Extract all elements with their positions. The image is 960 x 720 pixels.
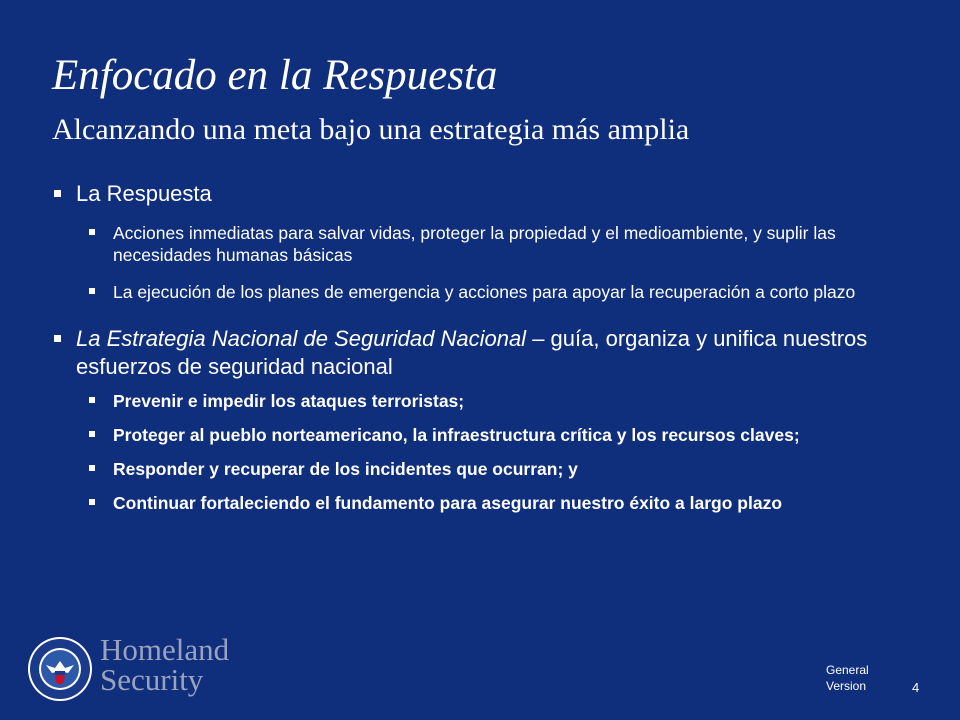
sub-bullet-text: Responder y recuperar de los incidentes que ocurran; y [113,459,578,479]
bullet-marker [89,431,95,437]
sub-bullet-text: Acciones inmediatas para salvar vidas, proteger la propiedad y el medioambiente, y suplir las necesidades humanas básicas [113,223,836,265]
sub-bullet [52,222,922,266]
bullet-marker [54,335,61,342]
logo-line-homeland: Homeland [100,632,230,667]
sub-bullet-text: Continuar fortaleciendo el fundamento para asegurar nuestro éxito a largo plazo [113,493,783,513]
bullet-marker [89,397,95,403]
bullet-marker [89,465,95,471]
page-number: 4 [912,680,920,695]
version-line-version: Version [826,679,867,693]
logo-line-security: Security [100,662,204,697]
sub-bullet-text: Proteger al pueblo norteamericano, la infraestructura crítica y los recursos claves; [113,425,800,445]
sub-bullet [52,492,922,514]
slide-title: Enfocado en la Respuesta [52,52,498,99]
sub-bullet-text: Prevenir e impedir los ataques terroristas; [113,391,465,411]
bullet-text: La Respuesta [76,181,212,206]
bullet-list [52,180,922,514]
sub-bullet [52,424,922,446]
sub-bullet [52,390,922,412]
bullet-respuesta [52,180,922,208]
version-label [826,662,869,694]
homeland-security-logo [26,632,266,705]
bullet-marker [89,499,95,505]
sub-bullet [52,458,922,480]
bullet-estrategia [52,325,922,381]
bullet-marker [54,190,61,197]
version-line-general: General [826,663,869,677]
logo-wordmark [100,632,230,697]
bullet-marker [89,229,95,235]
strategy-name: La Estrategia Nacional de Seguridad Nacional [76,326,527,351]
sub-bullet [52,281,922,303]
slide-subtitle: Alcanzando una meta bajo una estrategia más amplia [52,113,690,146]
sub-bullet-text: La ejecución de los planes de emergencia y acciones para apoyar la recuperación a corto plazo [113,282,856,302]
bullet-marker [89,288,95,294]
dhs-seal-icon [26,635,94,703]
bullet-text: – guía, organiza y unifica nuestros esfuerzos de seguridad nacional [76,326,868,379]
